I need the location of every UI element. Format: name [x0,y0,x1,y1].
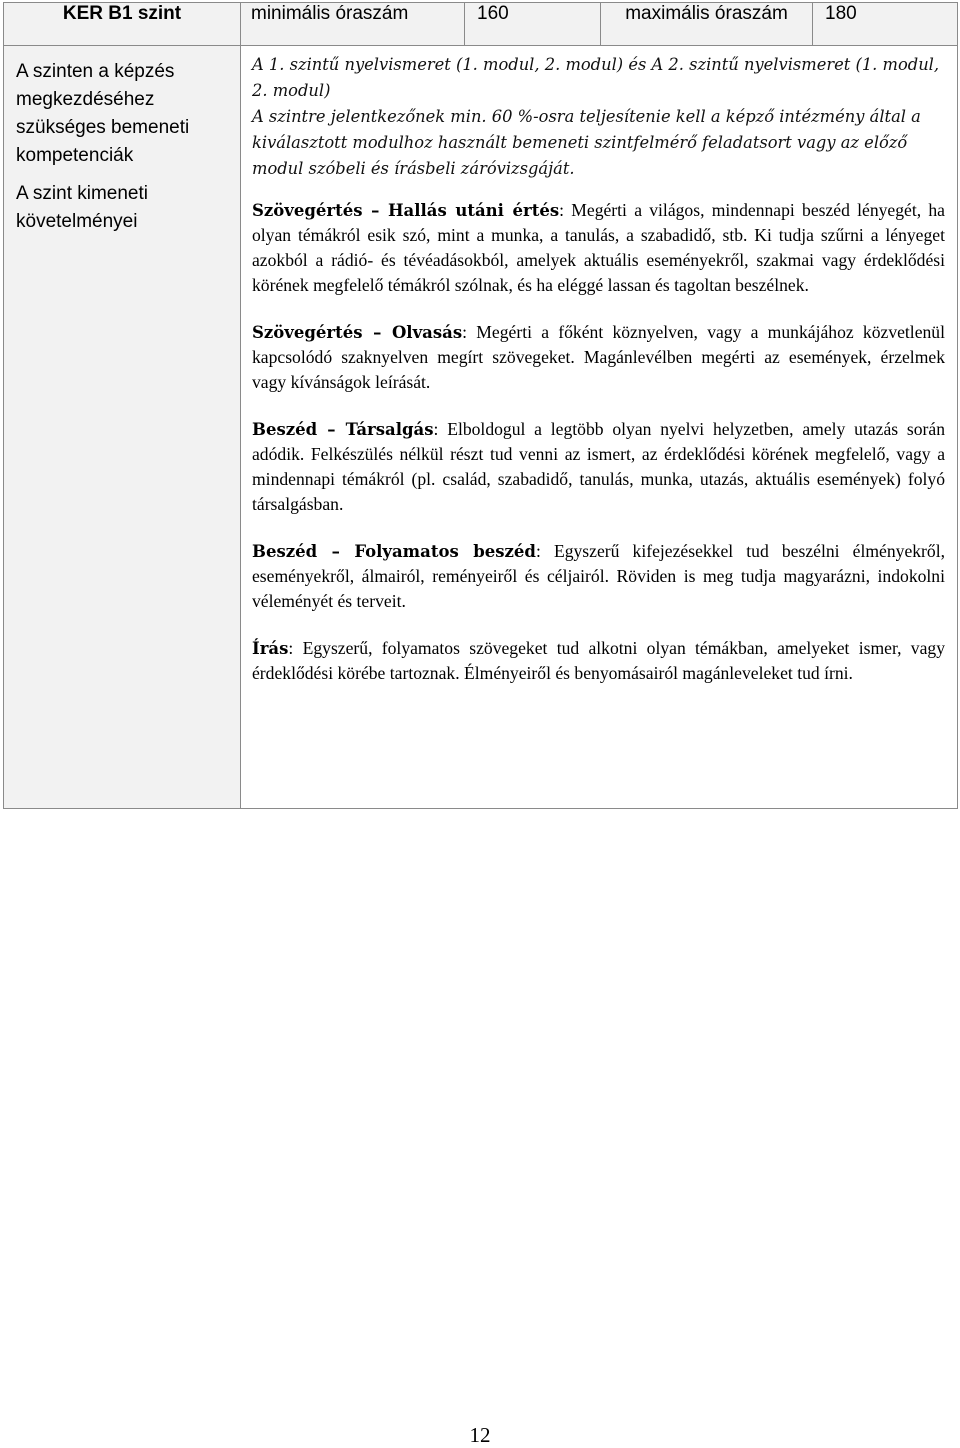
header-row [4,3,958,46]
section-reading: Szövegértés – Olvasás: Megérti a főként köznyelven, vagy a munkájához közvetlenül kapcsolódó szaknyelven megírt szövegeket. Magánlevélben megérti az események, érzelmek vagy kívánságok leírását. [252,322,945,392]
max-hours-label: maximális óraszám [601,3,813,46]
section-text: Egyszerű kifejezésekkel tud beszélni élményekről, eseményekről, álmairól, reményeiről és céljairól. Röviden is meg tudja magyarázni, indokolni véleményét és terveit. [252,541,945,611]
min-hours-value: 160 [465,3,601,46]
entry-requirement-2: A szintre jelentkezőnek min. 60 %-osra teljesítenie kell a képző intézmény által a kiválasztott modulhoz használt bemeneti szintfelmérő feladatsort vagy az előző modul szóbeli és írásbeli záróvizsgáját. [252,107,921,178]
section-writing: Írás: Egyszerű, folyamatos szövegeket tud alkotni olyan témákban, amelyeket ismer, vagy érdeklődési körébe tartoznak. Élményeiről és benyomásairól magánleveleket tud írni. [252,638,945,683]
max-hours-value: 180 [813,3,958,46]
section-speaking: Beszéd – Folyamatos beszéd: Egyszerű kifejezésekkel tud beszélni élményekről, eseményekről, álmairól, reményeiről és céljairól. Röviden is meg tudja magyarázni, indokolni véleményét és terveit. [252,541,945,611]
entry-requirement-1: A 1. szintű nyelvismeret (1. modul, 2. modul) és A 2. szintű nyelvismeret (1. modul, 2. modul) [252,55,940,100]
section-text: Elboldogul a legtöbb olyan nyelvi helyzetben, amely utazás során adódik. Felkészülés nélkül részt tud venni az ismert, az érdeklődési körének megfelelő, vagy a mindennapi témákról (pl. család, szabadidő, tanulás, munka, utazás, aktuális események) folyó társalgásban. [252,419,945,514]
section-text: Megérti a világos, mindennapi beszéd lényegét, ha olyan témákról esik szó, mint a munka, a tanulás, a szabadidő, stb. Ki tudja szűrni a lényeget azokból a rádió- és tévéadásokból, amelyek aktuális eseményekről, szakmai vagy érdeklődési körének megfelelő témákról szólnak, és ha eléggé lassan és tagoltan beszélnek. [252,200,945,295]
section-text: Egyszerű, folyamatos szövegeket tud alkotni olyan témákban, amelyeket ismer, vagy érdeklődési körébe tartoznak. Élményeiről és benyomásairól magánleveleket tud írni. [252,638,945,683]
left-label-cell [4,46,241,809]
section-heading: Szövegértés – Olvasás [252,323,463,342]
exit-requirements-label: A szint kimeneti követelményei [16,183,148,232]
section-heading: Szövegértés – Hallás utáni értés [252,201,560,220]
section-text: Megérti a főként köznyelven, vagy a munkájához közvetlenül kapcsolódó szaknyelven megírt szövegeket. Magánlevélben megérti az események, érzelmek vagy kívánságok leírását. [252,322,945,392]
section-heading: Beszéd – Folyamatos beszéd [252,542,536,561]
entry-competencies-label: A szinten a képzés megkezdéséhez szükséges bemeneti kompetenciák [16,61,190,166]
section-listening: Szövegértés – Hallás utáni értés: Megérti a világos, mindennapi beszéd lényegét, ha olyan témákról esik szó, mint a munka, a tanulás, a szabadidő, stb. Ki tudja szűrni a lényeget azokból a rádió- és tévéadásokból, amelyek aktuális eseményekről, szakmai vagy érdeklődési körének megfelelő témákról szólnak, és ha eléggé lassan és tagoltan beszélnek. [252,200,945,295]
page-number: 12 [469,1423,491,1447]
section-conversation: Beszéd – Társalgás: Elboldogul a legtöbb olyan nyelvi helyzetben, amely utazás során adódik. Felkészülés nélkül részt tud venni az ismert, az érdeklődési körének megfelelő, vagy a mindennapi témákról (pl. család, szabadidő, tanulás, munka, utazás, aktuális események) folyó társalgásban. [252,419,945,514]
curriculum-table [3,2,958,809]
content-cell [241,46,958,809]
section-heading: Beszéd – Társalgás [252,420,434,439]
min-hours-label: minimális óraszám [241,3,465,46]
content-row [4,46,958,809]
level-cell: KER B1 szint [4,3,241,46]
section-heading: Írás [252,639,289,658]
